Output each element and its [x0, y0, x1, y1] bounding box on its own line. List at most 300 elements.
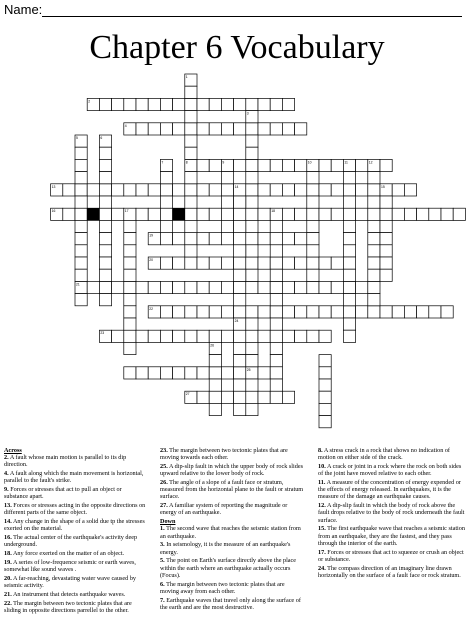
grid-cell[interactable] [124, 294, 136, 306]
grid-cell[interactable] [75, 196, 87, 208]
grid-cell[interactable] [99, 233, 111, 245]
grid-cell[interactable] [282, 98, 294, 110]
grid-cell[interactable] [124, 269, 136, 281]
grid-cell[interactable] [209, 208, 221, 220]
grid-cell[interactable] [209, 367, 221, 379]
grid-cell[interactable] [246, 281, 258, 293]
grid-cell[interactable] [185, 306, 197, 318]
grid-cell[interactable] [99, 159, 111, 171]
grid-cell[interactable] [331, 306, 343, 318]
grid-cell[interactable] [209, 123, 221, 135]
grid-cell[interactable] [270, 379, 282, 391]
grid-cell[interactable] [319, 159, 331, 171]
grid-cell[interactable] [99, 245, 111, 257]
grid-cell[interactable] [136, 98, 148, 110]
grid-cell[interactable] [246, 184, 258, 196]
grid-cell[interactable] [173, 98, 185, 110]
grid-cell[interactable] [380, 233, 392, 245]
grid-cell[interactable] [160, 367, 172, 379]
grid-cell[interactable] [234, 257, 246, 269]
grid-cell[interactable] [270, 233, 282, 245]
grid-cell[interactable] [197, 98, 209, 110]
grid-cell[interactable] [185, 98, 197, 110]
grid-cell[interactable] [87, 281, 99, 293]
grid-cell[interactable] [234, 330, 246, 342]
grid-cell[interactable] [307, 208, 319, 220]
grid-cell[interactable] [209, 403, 221, 415]
grid-cell[interactable] [258, 391, 270, 403]
grid-cell[interactable] [221, 208, 233, 220]
grid-cell[interactable] [99, 294, 111, 306]
grid-cell[interactable] [197, 184, 209, 196]
grid-cell[interactable] [258, 123, 270, 135]
grid-cell[interactable] [246, 196, 258, 208]
grid-cell[interactable] [124, 233, 136, 245]
grid-cell[interactable] [136, 281, 148, 293]
grid-cell[interactable] [368, 233, 380, 245]
grid-cell[interactable] [234, 220, 246, 232]
grid-cell[interactable] [234, 403, 246, 415]
grid-cell[interactable] [270, 330, 282, 342]
grid-cell[interactable] [221, 281, 233, 293]
grid-cell[interactable] [441, 306, 453, 318]
grid-cell[interactable] [331, 257, 343, 269]
grid-cell[interactable] [99, 208, 111, 220]
grid-cell[interactable] [234, 391, 246, 403]
grid-cell[interactable] [319, 257, 331, 269]
grid-cell[interactable] [246, 257, 258, 269]
grid-cell[interactable] [319, 391, 331, 403]
grid-cell[interactable] [234, 355, 246, 367]
grid-cell[interactable] [185, 233, 197, 245]
grid-cell[interactable] [75, 294, 87, 306]
grid-cell[interactable] [417, 208, 429, 220]
grid-cell[interactable] [197, 233, 209, 245]
grid-cell[interactable] [99, 172, 111, 184]
grid-cell[interactable] [75, 257, 87, 269]
grid-cell[interactable] [75, 208, 87, 220]
grid-cell[interactable] [319, 367, 331, 379]
grid-cell[interactable] [160, 220, 172, 232]
grid-cell[interactable] [136, 184, 148, 196]
grid-cell[interactable] [246, 208, 258, 220]
grid-cell[interactable] [185, 367, 197, 379]
grid-cell[interactable] [234, 233, 246, 245]
grid-cell[interactable] [307, 233, 319, 245]
grid-cell[interactable] [270, 281, 282, 293]
grid-cell[interactable] [185, 135, 197, 147]
grid-cell[interactable] [99, 220, 111, 232]
grid-cell[interactable] [160, 233, 172, 245]
grid-cell[interactable] [234, 159, 246, 171]
grid-cell[interactable] [197, 281, 209, 293]
grid-cell[interactable] [173, 233, 185, 245]
grid-cell[interactable] [246, 330, 258, 342]
grid-cell[interactable] [148, 123, 160, 135]
grid-cell[interactable] [124, 245, 136, 257]
grid-cell[interactable] [124, 318, 136, 330]
grid-cell[interactable] [356, 281, 368, 293]
grid-cell[interactable] [295, 330, 307, 342]
grid-cell[interactable] [99, 196, 111, 208]
grid-cell[interactable] [99, 147, 111, 159]
grid-cell[interactable] [270, 294, 282, 306]
grid-cell[interactable] [319, 208, 331, 220]
grid-cell[interactable] [173, 367, 185, 379]
grid-cell[interactable] [343, 196, 355, 208]
grid-cell[interactable] [356, 159, 368, 171]
grid-cell[interactable] [63, 184, 75, 196]
grid-cell[interactable] [197, 306, 209, 318]
grid-cell[interactable] [209, 281, 221, 293]
grid-cell[interactable] [209, 159, 221, 171]
grid-cell[interactable] [380, 208, 392, 220]
grid-cell[interactable] [246, 159, 258, 171]
grid-cell[interactable] [209, 98, 221, 110]
grid-cell[interactable] [234, 245, 246, 257]
grid-cell[interactable] [380, 196, 392, 208]
grid-cell[interactable] [307, 306, 319, 318]
grid-cell[interactable] [197, 391, 209, 403]
grid-cell[interactable] [160, 196, 172, 208]
grid-cell[interactable] [136, 123, 148, 135]
grid-cell[interactable] [282, 391, 294, 403]
grid-cell[interactable] [75, 245, 87, 257]
grid-cell[interactable] [258, 306, 270, 318]
grid-cell[interactable] [160, 208, 172, 220]
grid-cell[interactable] [234, 98, 246, 110]
grid-cell[interactable] [185, 123, 197, 135]
grid-cell[interactable] [234, 367, 246, 379]
grid-cell[interactable] [246, 391, 258, 403]
grid-cell[interactable] [343, 269, 355, 281]
grid-cell[interactable] [295, 281, 307, 293]
grid-cell[interactable] [258, 159, 270, 171]
grid-cell[interactable] [221, 184, 233, 196]
grid-cell[interactable] [112, 281, 124, 293]
grid-cell[interactable] [209, 306, 221, 318]
grid-cell[interactable] [368, 196, 380, 208]
grid-cell[interactable] [319, 379, 331, 391]
grid-cell[interactable] [197, 123, 209, 135]
grid-cell[interactable] [148, 367, 160, 379]
grid-cell[interactable] [221, 172, 233, 184]
grid-cell[interactable] [185, 184, 197, 196]
grid-cell[interactable] [209, 379, 221, 391]
grid-cell[interactable] [209, 184, 221, 196]
grid-cell[interactable] [343, 318, 355, 330]
grid-cell[interactable] [136, 330, 148, 342]
grid-cell[interactable] [429, 208, 441, 220]
grid-cell[interactable] [234, 123, 246, 135]
grid-cell[interactable] [75, 172, 87, 184]
grid-cell[interactable] [307, 281, 319, 293]
grid-cell[interactable] [197, 257, 209, 269]
grid-cell[interactable] [343, 294, 355, 306]
grid-cell[interactable] [221, 123, 233, 135]
grid-cell[interactable] [270, 98, 282, 110]
grid-cell[interactable] [270, 245, 282, 257]
grid-cell[interactable] [246, 318, 258, 330]
grid-cell[interactable] [270, 159, 282, 171]
grid-cell[interactable] [185, 208, 197, 220]
grid-cell[interactable] [246, 135, 258, 147]
grid-cell[interactable] [258, 98, 270, 110]
grid-cell[interactable] [343, 306, 355, 318]
grid-cell[interactable] [380, 257, 392, 269]
grid-cell[interactable] [234, 294, 246, 306]
grid-cell[interactable] [270, 355, 282, 367]
grid-cell[interactable] [319, 306, 331, 318]
grid-cell[interactable] [221, 220, 233, 232]
grid-cell[interactable] [221, 196, 233, 208]
grid-cell[interactable] [234, 208, 246, 220]
grid-cell[interactable] [282, 159, 294, 171]
grid-cell[interactable] [270, 367, 282, 379]
grid-cell[interactable] [209, 355, 221, 367]
grid-cell[interactable] [124, 306, 136, 318]
grid-cell[interactable] [160, 330, 172, 342]
grid-cell[interactable] [404, 208, 416, 220]
grid-cell[interactable] [209, 330, 221, 342]
grid-cell[interactable] [295, 257, 307, 269]
grid-cell[interactable] [99, 98, 111, 110]
grid-cell[interactable] [368, 184, 380, 196]
grid-cell[interactable] [246, 342, 258, 354]
grid-cell[interactable] [234, 306, 246, 318]
grid-cell[interactable] [112, 98, 124, 110]
grid-cell[interactable] [331, 281, 343, 293]
grid-cell[interactable] [136, 367, 148, 379]
grid-cell[interactable] [258, 281, 270, 293]
grid-cell[interactable] [124, 257, 136, 269]
grid-cell[interactable] [209, 233, 221, 245]
grid-cell[interactable] [63, 208, 75, 220]
grid-cell[interactable] [246, 172, 258, 184]
grid-cell[interactable] [209, 257, 221, 269]
grid-cell[interactable] [185, 257, 197, 269]
grid-cell[interactable] [75, 184, 87, 196]
grid-cell[interactable] [282, 306, 294, 318]
grid-cell[interactable] [356, 208, 368, 220]
grid-cell[interactable] [453, 208, 465, 220]
grid-cell[interactable] [221, 306, 233, 318]
grid-cell[interactable] [246, 379, 258, 391]
grid-cell[interactable] [173, 123, 185, 135]
grid-cell[interactable] [404, 306, 416, 318]
grid-cell[interactable] [356, 306, 368, 318]
grid-cell[interactable] [368, 245, 380, 257]
grid-cell[interactable] [295, 208, 307, 220]
grid-cell[interactable] [380, 159, 392, 171]
grid-cell[interactable] [99, 281, 111, 293]
grid-cell[interactable] [307, 330, 319, 342]
grid-cell[interactable] [319, 416, 331, 428]
grid-cell[interactable] [307, 172, 319, 184]
grid-cell[interactable] [148, 208, 160, 220]
grid-cell[interactable] [368, 208, 380, 220]
grid-cell[interactable] [417, 306, 429, 318]
grid-cell[interactable] [197, 159, 209, 171]
grid-cell[interactable] [343, 330, 355, 342]
grid-cell[interactable] [270, 184, 282, 196]
grid-cell[interactable] [221, 257, 233, 269]
grid-cell[interactable] [185, 330, 197, 342]
grid-cell[interactable] [282, 330, 294, 342]
grid-cell[interactable] [343, 233, 355, 245]
grid-cell[interactable] [331, 184, 343, 196]
grid-cell[interactable] [185, 245, 197, 257]
grid-cell[interactable] [148, 184, 160, 196]
grid-cell[interactable] [160, 184, 172, 196]
grid-cell[interactable] [307, 257, 319, 269]
grid-cell[interactable] [343, 220, 355, 232]
grid-cell[interactable] [124, 367, 136, 379]
grid-cell[interactable] [258, 367, 270, 379]
grid-cell[interactable] [124, 330, 136, 342]
grid-cell[interactable] [160, 123, 172, 135]
grid-cell[interactable] [173, 257, 185, 269]
grid-cell[interactable] [343, 172, 355, 184]
grid-cell[interactable] [185, 220, 197, 232]
grid-cell[interactable] [246, 220, 258, 232]
grid-cell[interactable] [380, 220, 392, 232]
grid-cell[interactable] [112, 184, 124, 196]
grid-cell[interactable] [270, 391, 282, 403]
grid-cell[interactable] [197, 208, 209, 220]
grid-cell[interactable] [246, 306, 258, 318]
grid-cell[interactable] [307, 184, 319, 196]
grid-cell[interactable] [75, 269, 87, 281]
grid-cell[interactable] [258, 257, 270, 269]
grid-cell[interactable] [368, 294, 380, 306]
grid-cell[interactable] [270, 318, 282, 330]
grid-cell[interactable] [319, 281, 331, 293]
grid-cell[interactable] [368, 172, 380, 184]
grid-cell[interactable] [404, 184, 416, 196]
grid-cell[interactable] [136, 208, 148, 220]
grid-cell[interactable] [173, 306, 185, 318]
grid-cell[interactable] [99, 269, 111, 281]
grid-cell[interactable] [234, 342, 246, 354]
grid-cell[interactable] [160, 306, 172, 318]
grid-cell[interactable] [75, 159, 87, 171]
grid-cell[interactable] [343, 184, 355, 196]
grid-cell[interactable] [380, 245, 392, 257]
grid-cell[interactable] [343, 245, 355, 257]
grid-cell[interactable] [282, 257, 294, 269]
grid-cell[interactable] [282, 184, 294, 196]
grid-cell[interactable] [380, 269, 392, 281]
grid-cell[interactable] [185, 86, 197, 98]
grid-cell[interactable] [356, 184, 368, 196]
grid-cell[interactable] [221, 98, 233, 110]
grid-cell[interactable] [368, 220, 380, 232]
grid-cell[interactable] [307, 220, 319, 232]
grid-cell[interactable] [270, 257, 282, 269]
grid-cell[interactable] [319, 184, 331, 196]
grid-cell[interactable] [441, 208, 453, 220]
grid-cell[interactable] [246, 98, 258, 110]
grid-cell[interactable] [75, 220, 87, 232]
grid-cell[interactable] [124, 98, 136, 110]
grid-cell[interactable] [307, 245, 319, 257]
grid-cell[interactable] [295, 184, 307, 196]
grid-cell[interactable] [270, 306, 282, 318]
grid-cell[interactable] [234, 269, 246, 281]
grid-cell[interactable] [331, 208, 343, 220]
grid-cell[interactable] [246, 245, 258, 257]
grid-cell[interactable] [343, 208, 355, 220]
grid-cell[interactable] [246, 269, 258, 281]
grid-cell[interactable] [160, 172, 172, 184]
grid-cell[interactable] [295, 159, 307, 171]
grid-cell[interactable] [295, 123, 307, 135]
grid-cell[interactable] [392, 184, 404, 196]
grid-cell[interactable] [234, 281, 246, 293]
grid-cell[interactable] [392, 306, 404, 318]
grid-cell[interactable] [185, 196, 197, 208]
grid-cell[interactable] [319, 403, 331, 415]
grid-cell[interactable] [319, 330, 331, 342]
grid-cell[interactable] [221, 330, 233, 342]
grid-cell[interactable] [380, 306, 392, 318]
grid-cell[interactable] [185, 281, 197, 293]
grid-cell[interactable] [221, 233, 233, 245]
grid-cell[interactable] [148, 98, 160, 110]
grid-cell[interactable] [258, 330, 270, 342]
grid-cell[interactable] [282, 208, 294, 220]
grid-cell[interactable] [160, 257, 172, 269]
grid-cell[interactable] [295, 233, 307, 245]
grid-cell[interactable] [246, 403, 258, 415]
grid-cell[interactable] [246, 233, 258, 245]
grid-cell[interactable] [148, 281, 160, 293]
grid-cell[interactable] [270, 123, 282, 135]
grid-cell[interactable] [270, 269, 282, 281]
grid-cell[interactable] [185, 111, 197, 123]
grid-cell[interactable] [429, 306, 441, 318]
grid-cell[interactable] [75, 233, 87, 245]
grid-cell[interactable] [258, 208, 270, 220]
grid-cell[interactable] [173, 184, 185, 196]
grid-cell[interactable] [112, 330, 124, 342]
grid-cell[interactable] [246, 123, 258, 135]
grid-cell[interactable] [99, 184, 111, 196]
grid-cell[interactable] [270, 342, 282, 354]
grid-cell[interactable] [197, 367, 209, 379]
grid-cell[interactable] [173, 330, 185, 342]
grid-cell[interactable] [331, 159, 343, 171]
grid-cell[interactable] [75, 147, 87, 159]
grid-cell[interactable] [87, 184, 99, 196]
grid-cell[interactable] [343, 281, 355, 293]
grid-cell[interactable] [148, 330, 160, 342]
grid-cell[interactable] [343, 257, 355, 269]
grid-cell[interactable] [307, 196, 319, 208]
grid-cell[interactable] [270, 220, 282, 232]
grid-cell[interactable] [368, 257, 380, 269]
grid-cell[interactable] [221, 391, 233, 403]
grid-cell[interactable] [368, 269, 380, 281]
grid-cell[interactable] [282, 233, 294, 245]
grid-cell[interactable] [185, 147, 197, 159]
grid-cell[interactable] [234, 379, 246, 391]
grid-cell[interactable] [368, 281, 380, 293]
grid-cell[interactable] [246, 147, 258, 159]
grid-cell[interactable] [246, 355, 258, 367]
grid-cell[interactable] [258, 233, 270, 245]
